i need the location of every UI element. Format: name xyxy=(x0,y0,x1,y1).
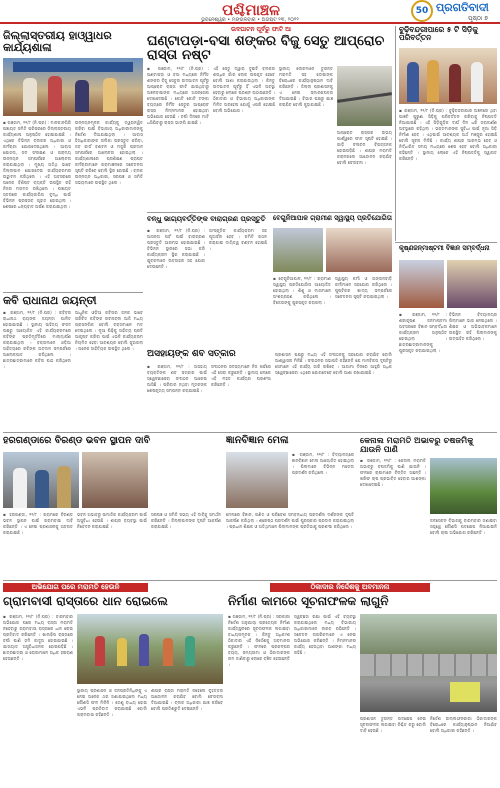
photo-village-road xyxy=(77,614,223,684)
text-village-col3: ଶୀଘ୍ର ରାସ୍ତା ମରାମତି ନହେଲେ ବୃହତ୍ତର ଆନ୍ଦୋଳନ କରାଯିବ ବୋଲି ଚେତାବନୀ ଦିଆଯାଇଛି । ବ୍ଲକ ଅଧିକାରୀ ଯାଞ୍ଚ କରିବେ ବୋଲି ପ୍ରତିଶ୍ରୁତି ଦେଇଛନ୍ତି । xyxy=(151,688,223,711)
column-rule-right xyxy=(395,26,396,241)
photo-mid2-b xyxy=(326,228,392,272)
headline-crematorium: ଅସହାୟଙ୍କ ଶବ ସତ୍କାର xyxy=(147,349,236,359)
text-water-col1: ▪ ଗଞ୍ଜାମ, ୨୨/୮ : କେନାଲ ମରାମତି ଅଭାବରୁ ଚଷଜମିକୁ ପାଣି ଯାଉନି । ଫଳରେ ଚାଷୀମାନେ ଚିନ୍ତିତ ଅଛନ୍ତି । ଖରିଫ ଚାଷ ପ୍ରଭାବିତ ହେବାର ଆଶଙ୍କା ଦେଖାଦେଇଛି । xyxy=(360,458,426,487)
text-mid2-col2: ସ୍ୱାସ୍ଥ୍ୟ କର୍ମୀ ଓ ଅଙ୍ଗନବାଡ଼ି କର୍ମୀମାନେ ସହଯୋଗ କରିଥିଲେ । ପୁଷ୍ଟିକର ଖାଦ୍ୟ ସମ୍ପର୍କରେ ସଚେତନତା ସୃଷ୍ଟି କରାଯାଇଥିଲା । xyxy=(335,276,392,299)
text-science-col2: ମେଳାରେ ବିଜ୍ଞାନ, ଗଣିତ ଓ ପରିବେଶ ସମ୍ବନ୍ଧୀୟ ପ୍ରଦର୍ଶନୀ ଦର୍ଶକଙ୍କ ଦୃଷ୍ଟି ଆକର୍ଷଣ କରିଥିଲା । ଶ୍ରେଷ୍ଠ ପ୍ରଦର୍ଶନ ପାଇଁ ପୁରସ୍କାର ପ୍ରଦାନ କରାଯାଇଥିଲା । ପ୍ରଧାନ ଶିକ୍ଷକ ଓ ଅତିଥିମାନେ ପିଲାମାନଙ୍କ ପ୍ରତିଭାକୁ ପ୍ରଶଂସା କରିଥିଲେ । xyxy=(226,512,354,529)
headline-mid1: ବନ୍ଧୁ ଭାଗ୍ୟବର୍ତ୍ତିଙ୍କ ବାରାଗ୍ରଣ ପ୍ରସ୍ତୁତି xyxy=(147,214,266,223)
photo-workshop xyxy=(3,58,143,116)
headline-right-top: ବୁଢ଼ିବନ୍ଦରୀପାରେ ୫ ଟି ସିଡ଼ିକୁ ପରିବର୍ତ୍ତନ xyxy=(399,25,478,42)
text-village-col1: ▪ ଗଞ୍ଜାମ, ୨୨/୮ (ନି.ପ୍ର) : ବାରମ୍ବାର ଅଭିଯୋଗ ପରେ ମଧ୍ୟ ରାସ୍ତା ମରାମତି ନହେବାରୁ ଗ୍ରାମବାସୀ ରାସ୍ତାରେ ଧାନ ରୋଇ ପ୍ରତିବାଦ କରିଛନ୍ତି । ଖାଲଢିପ ରାସ୍ତାରେ ବର୍ଷା ପାଣି ଜମି କାଦୁଅ ହୋଇଯାଇଛି । ଯାତାୟାତ ଅସୁବିଧାଜନକ ହୋଇପଡ଼ିଛି । ଛାତ୍ରଛାତ୍ରୀ ଓ ରୋଗୀମାନେ ଅଧିକ ହଇରାଣ ହେଉଛନ୍ତି । xyxy=(3,614,73,661)
photo-science xyxy=(226,452,288,508)
rule-poet xyxy=(3,292,143,293)
text-village-col2: ସ୍ଥାନୀୟ ପ୍ରଶାସନ ଓ ଜନପ୍ରତିନିଧିଙ୍କୁ ଏ ନେଇ ଅନେକ ଥର ଜଣାଯାଇଥିଲେ ମଧ୍ୟ କୌଣସି ଫଳ ମିଳିନି । ତେଣୁ ବାଧ୍ୟ ହୋଇ ଏଭଳି ପ୍ରତିବାଦ କରାଯାଇଛି ବୋଲି ଗ୍ରାମବାସୀ କହିଛନ୍ତି । xyxy=(77,688,147,717)
text-poet-col1: ▪ ଗଞ୍ଜାମ, ୨୨/୮ (ନି.ପ୍ର) : କବିବର ରାଧାନାଥ ରାୟଙ୍କ ଜୟନ୍ତୀ ପାଳିତ ହୋଇଯାଇଛି । ସ୍ଥାନୀୟ ସାହିତ୍ୟ ସଂସଦ ପକ୍ଷରୁ ଆୟୋଜିତ ଏହି କାର୍ଯ୍ୟକ୍ରମରେ କବିଙ୍କ ପ୍ରତିମୂର୍ତ୍ତିରେ ମାଲ୍ୟାର୍ପଣ କରାଯାଇଥିଲା । ବକ୍ତାମାନେ ଓଡ଼ିଆ ସାହିତ୍ୟରେ କବିଙ୍କ ଅବଦାନ ସମ୍ପର୍କରେ ଆଲୋକପାତ କରିଥିଲେ । ଛାତ୍ରଛାତ୍ରୀମାନେ କବିତା ପାଠ କରିଥିଲେ । xyxy=(3,310,71,369)
rule-bottom xyxy=(3,580,497,581)
text-board-col2: ସ୍ୱଚ୍ଛତା ରକ୍ଷା ପାଇଁ ଏହି ବ୍ୟବସ୍ଥା କରାଯାଇଥିଲେ ମଧ୍ୟ ବିଭାଗୀୟ ଅଧିକାରୀମାନେ ନୀରବ ରହିଛନ୍ତି । ସଚେତନ ନାଗରିକମାନେ ଏ ନେଇ ଅଭିଯୋଗ କରିଛନ୍ତି । ନିମ୍ନମାନର କାର୍ଯ୍ୟ ହେଉଥିବା ଆଶଙ୍କା ମଧ୍ୟ ରହିଛି । xyxy=(294,614,356,655)
text-crematorium-col3: ପ୍ରଶାସନ ପକ୍ଷରୁ ମଧ୍ୟ ଏହି ସଂଗଠନକୁ ସହଯୋଗ କରାଯିବ ବୋଲି ଆଶ୍ୱାସନା ମିଳିଛି । ସଂଗଠନର ସଭାପତି କହିଛନ୍ତି ଯେ ମାନବିକତା ଦୃଷ୍ଟିରୁ ସେମାନେ ଏହି କାର୍ଯ୍ୟ ଜାରି ରଖିବେ । ଆଗାମୀ ଦିନରେ ଆହୁରି ଅଧିକ ସ୍ୱେଚ୍ଛାସେବୀ ଏଥିରେ ଯୋଗଦେବେ ବୋଲି ଆଶା ରଖାଯାଇଛି । xyxy=(275,352,392,375)
photo-construction xyxy=(360,614,497,712)
headline-water: କେନାଲ ମରାମତି ଅଭାବରୁ ଚଷଜମିକୁ ଯାଉନି ପାଣି xyxy=(360,435,474,454)
rule-lower xyxy=(3,432,497,433)
photo-krishna-b xyxy=(447,260,497,308)
headline-bridge: ଘଣ୍ଟାପଡ଼ା-ବସା ଶଙ୍କର ବିଜୁ ସେତୁ ଆପ୍ରୋଚ ରାସ୍ତା ନଷ୍ଟ xyxy=(147,33,385,64)
page-section-title: ପଶ୍ଚିମାଞ୍ଚଳ xyxy=(222,1,280,19)
headline-board: ନିର୍ମାଣ କାମରେ ସୂଚନାଫଳକ ଲାଗୁନି xyxy=(228,594,389,608)
photo-haraghati-a xyxy=(3,452,79,508)
dateline: ଭୁବନେଶ୍ୱର • ମଙ୍ଗଳବାର • ଅଗଷ୍ଟ ୨୩, ୨୦୨୨ xyxy=(201,17,299,23)
rule-krishna xyxy=(395,242,497,243)
headline-mid2: ବେଗୁନିଆପାଳ ଗ୍ରାମୀଣ ସ୍ୱାସ୍ଥ୍ୟ ପ୍ରତିଯୋଗିତା xyxy=(273,214,393,222)
headline-village: ଗ୍ରାମବାସୀ ରାସ୍ତାରେ ଧାନ ରୋଇଲେ xyxy=(3,594,168,608)
text-haraghati-col2: ଭବନ ଅଭାବରୁ ସାମାଜିକ କାର୍ଯ୍ୟକ୍ରମ ପାଇଁ ଅସୁବିଧା ହେଉଛି । ଶୀଘ୍ର ବ୍ୟବସ୍ଥା ପାଇଁ ନିବେଦନ କରାଯାଇଛି । xyxy=(77,512,147,529)
headline-haraghati: ହରଗଣ୍ଡାରେ ବିରଣ୍ଡ ଭବନ ସ୍ଥାପନ ଦାବି xyxy=(3,435,151,446)
text-library-col1: ▪ ଗଞ୍ଜାମ, ୨୨/୮ (ନି.ପ୍ର) : ମାଳକାନଗିରି ପଞ୍ଚାୟତ ସମିତି ପରିସରରେ ଜିଲ୍ଲାସ୍ତରୀୟ କାର୍ଯ୍ୟଶାଳା ଅନୁଷ୍ଠିତ ହୋଇଯାଇଛି । ଏଥିରେ ବିଭିନ୍ନ ବ୍ଲକର ଅଧିକାରୀ ଓ କର୍ମଚାରୀ ଯୋଗଦେଇଥିଲେ । ଆବାସ ଯୋଜନା, ଜଳ ସଂରକ୍ଷଣ ଓ ଗ୍ରାମ୍ୟ ଉନ୍ନୟନ ସମ୍ପର୍କରେ ଆଲୋଚନା କରାଯାଇଥିଲା । ମୁଖ୍ୟ ଅତିଥି ଭାବେ ଜିଲ୍ଲାପାଳ ଯୋଗଦେଇ କାର୍ଯ୍ୟକ୍ରମର ଉଦ୍ଘାଟନ କରିଥିଲେ । ଏହି ଅବସରରେ ଅନେକ ବିଶିଷ୍ଟ ବ୍ୟକ୍ତି ଉପସ୍ଥିତ ରହି ନିଜର ମତାମତ ରଖିଥିଲେ । ପଞ୍ଚାୟତ ସ୍ତରରେ କାର୍ଯ୍ୟକାରିତା ବୃଦ୍ଧି ପାଇଁ ବିଭିନ୍ନ ପ୍ରସ୍ତାବ ଗୃହୀତ ହୋଇଥିଲା । ଶେଷରେ ଧନ୍ୟବାଦ ଅର୍ପଣ କରାଯାଇଥିଲା । xyxy=(3,120,71,209)
text-krishna-col1: ▪ ଗଞ୍ଜାମ, ୨୨/୮ : ଶ୍ରୀକୃଷ୍ଣ ଜନ୍ମାଷ୍ଟମୀ ଅବସରରେ ବିଜ୍ଞାନ ସମ୍ବର୍ଦ୍ଧନା କାର୍ଯ୍ୟକ୍ରମ ଅନୁଷ୍ଠିତ ହୋଇଥିଲା । ଛାତ୍ରଛାତ୍ରୀମାନଙ୍କୁ ପୁରସ୍କୃତ କରାଯାଇଥିଲା । xyxy=(399,312,447,353)
newspaper-logo: ପ୍ରଗତିବାଦୀ xyxy=(436,1,489,14)
headline-poet: କବି ରାଧାନାଥ ଜୟନ୍ତୀ xyxy=(3,294,97,307)
text-haraghati-col1: ▪ ହରଗଣ୍ଡା, ୨୨/୮ : ଗ୍ରାମରେ ବିରଣ୍ଡ ଭବନ ସ୍ଥାପନ ପାଇଁ ଗ୍ରାମବାସୀ ଦାବି କରିଛନ୍ତି । ଏ ନେଇ ପ୍ରଶାସନକୁ ଅବଗତ କରାଯାଇଛି । xyxy=(3,512,73,535)
headline-library-workshop: ଜିଲ୍ଲାସ୍ତରୀୟ ହାଓ୍ୱାଧର କାର୍ଯ୍ୟଶାଳା xyxy=(3,29,112,54)
photo-mid2-a xyxy=(273,228,323,272)
text-board-col4: ନିର୍ଦ୍ଦେଶ ଉଲ୍ଲଙ୍ଘନକାରୀ ଠିକାଦାରଙ୍କ ବିରୋଧରେ କାର୍ଯ୍ୟାନୁଷ୍ଠାନ ନିଆଯିବ ବୋଲି ଅଧିକାରୀ କହିଛନ୍ତି । xyxy=(430,716,497,733)
text-bridge-col3: ସ୍ଥାନୀୟ ଲୋକମାନେ ତୁରନ୍ତ ମରାମତି ସହ ଦୋଷୀଙ୍କ ବିରୋଧରେ କାର୍ଯ୍ୟାନୁଷ୍ଠାନ ଦାବି କରିଛନ୍ତି । ଜିଲ୍ଲା ପ୍ରଶାସନକୁ ଏ ନେଇ ସ୍ମାରକପତ୍ର ଦିଆଯାଇଛି । ବିଭାଗ ପକ୍ଷରୁ ଯାଞ୍ଚ କରାଯିବ ବୋଲି କୁହାଯାଇଛି । xyxy=(279,66,333,107)
text-poet-col2: ଆଧୁନିକ ଓଡ଼ିଆ କବିତାର ଜନକ ଭାବେ ପରିଚିତ କବିଙ୍କ ରଚନାବଳୀ ଆଜି ମଧ୍ୟ ପ୍ରାସଙ୍ଗିକ ବୋଲି ବକ୍ତାମାନେ ମତ ଦେଇଥିଲେ । ନୂଆ ପିଢ଼ିକୁ ସାହିତ୍ୟ ପ୍ରତି ଆକୃଷ୍ଟ କରିବା ପାଇଁ ଏଭଳି କାର୍ଯ୍ୟକ୍ରମ ନିୟମିତ ହେବା ଆବଶ୍ୟକ ବୋଲି କୁହାଗଲା । ଅନେକ ସାହିତ୍ୟିକ ଉପସ୍ଥିତ ଥିଲେ । xyxy=(75,310,143,351)
anniversary-badge: 50 xyxy=(411,0,433,22)
photo-right-top xyxy=(399,48,497,104)
text-mid2-col1: ▪ ବେଗୁନିଆପାଳ, ୨୨/୮ : ଗ୍ରାମୀଣ ସ୍ୱାସ୍ଥ୍ୟ ପ୍ରତିଯୋଗିତା ଆୟୋଜିତ ହୋଇଥିଲା । ଶିଶୁ ଓ ମାତାମାନେ ଅଂଶଗ୍ରହଣ କରିଥିଲେ । ବିଜେତାଙ୍କୁ ପୁରସ୍କୃତ କରାଗଲା । xyxy=(273,276,331,305)
text-haraghati-col3: ସରପଞ୍ଚ ଓ ସମିତି ସଭ୍ୟ ଏହି ଦାବିକୁ ସମର୍ଥନ କରିଛନ୍ତି । ଜିଲ୍ଲାପାଳଙ୍କ ଦୃଷ୍ଟି ଆକର୍ଷଣ କରାଯାଇଛି । xyxy=(151,512,221,529)
page-number: ପୃଷ୍ଠା ୭ xyxy=(468,15,488,22)
text-board-col1: ▪ ଗଞ୍ଜାମ, ୨୨/୮ (ନି.ପ୍ର) : ସରକାରୀ ନିର୍ଦ୍ଦେଶ ଅନୁଯାୟୀ ପ୍ରତ୍ୟେକ ନିର୍ମାଣ କାର୍ଯ୍ୟସ୍ଥଳରେ ସୂଚନାଫଳକ ଲଗାଇବା ବାଧ୍ୟତାମୂଳକ । କିନ୍ତୁ ଅଧିକାଂଶ ଠିକାଦାର ଏହି ନିର୍ଦ୍ଦେଶକୁ ଅବମାନନା କରୁଛନ୍ତି । ଫଳରେ ପ୍ରକଳ୍ପର ବ୍ୟୟ, ସମୟସୀମା ଓ ଠିକାଦାରଙ୍କ ନାମ ଜାଣିବାରୁ ଲୋକେ ବଞ୍ଚିତ ହେଉଛନ୍ତି । xyxy=(228,614,290,667)
text-board-col3: ପ୍ରଶାସନ ତୁରନ୍ତ ପଦକ୍ଷେପ ନେଇ ସୂଚନାଫଳକ ଲଗାଇବା ନିଶ୍ଚିତ କରୁ ବୋଲି ଦାବି ହେଉଛି । xyxy=(360,716,426,733)
rule-mid-1 xyxy=(147,212,392,213)
text-bridge-col1: ▪ ଗଞ୍ଜାମ, ୨୨/୮ (ନି.ପ୍ର) : ଘଣ୍ଟାପଡ଼ା ଓ ବସା ମଧ୍ୟରେ ନିର୍ମିତ ଶଙ୍କର ବିଜୁ ସେତୁର ଉଦଘାଟନ ପୂର୍ବରୁ ଆପ୍ରୋଚ ରାସ୍ତା ଫାଟି ଯାଇଥିବାରୁ ଅଞ୍ଚଳବାସୀଙ୍କ ମଧ୍ୟରେ ଅସନ୍ତୋଷ ଦେଖାଦେଇଛି । କୋଟି କୋଟି ଟଙ୍କା ବ୍ୟୟରେ ନିର୍ମିତ ସେତୁର ଆପ୍ରୋଚ ରାସ୍ତା ନିମ୍ନମାନର ହୋଇଥିବା ଅଭିଯୋଗ ହେଉଛି । ବର୍ଷା ଦିନରେ ମାଟି ଧସିଯିବାରୁ ରାସ୍ତା ଭାଙ୍ଗି ଯାଇଛି । xyxy=(147,66,209,125)
text-bridge-col4: ଆପ୍ରୋଚ ରାସ୍ତାର ଉଭୟ ପାର୍ଶ୍ୱରେ ଫାଟ ସୃଷ୍ଟି ହୋଇଛି । ଗାଡ଼ି ଚଳାଚଳ ବିପଜ୍ଜନକ ହୋଇପଡ଼ିଛି । ଶୀଘ୍ର ମରାମତି କରାନଗଲେ ଆନ୍ଦୋଳନ କରାଯିବ ବୋଲି ଚେତାବନୀ । xyxy=(337,130,392,165)
kicker-bridge: ଉଦଘାଟନ ପୂର୍ବରୁ ଫାଟି ଆ xyxy=(231,26,291,33)
text-science-col1: ▪ ଗଞ୍ଜାମ, ୨୨/୮ : ବିଦ୍ୟାଳୟରେ ଜ୍ଞାନବିଜ୍ଞାନ ମେଳା ଆୟୋଜିତ ହୋଇଥିଲା । ପିଲାମାନେ ବିଭିନ୍ନ ମଡେଲ ପ୍ରଦର୍ଶନ କରିଥିଲେ । xyxy=(292,452,354,475)
photo-canal xyxy=(430,458,497,514)
text-mid1-col1: ▪ ଗଞ୍ଜାମ, ୨୨/୮ (ନି.ପ୍ର) : ଆସନ୍ତା ପର୍ବ ପାଇଁ ବାରାଗ୍ରଣ ପ୍ରସ୍ତୁତି ଆରମ୍ଭ ହୋଇଯାଇଛି । ବିଭିନ୍ନ ସ୍ଥାନରେ ସଭା କରି କାର୍ଯ୍ୟକ୍ରମ ସ୍ଥିର କରାଯାଇଛି । ଯୁବକମାନେ ଉତ୍ସାହର ସହ ଯୋଗ ଦେଉଛନ୍ତି । xyxy=(147,228,205,269)
text-right-top: ▪ ଗଞ୍ଜାମ, ୨୨/୮ (ନି.ପ୍ର) : ବୁଢ଼ିବନ୍ଦରୀପାର ଅଞ୍ଚଳରେ ଥିବା ପାଞ୍ଚଟି ପୁରୁଣା ସିଡ଼ିକୁ ପରିବର୍ତ୍ତନ କରିବାକୁ ନିଷ୍ପତ୍ତି ନିଆଯାଇଛି । ଏହି ସିଡ଼ିଗୁଡ଼ିକ ଦୀର୍ଘ ଦିନ ଧରି ଜରାଜୀର୍ଣ୍ଣ ଅବସ୍ଥାରେ ରହିଥିଲା । ଭକ୍ତମାନଙ୍କ ସୁବିଧା ପାଇଁ ନୂଆ ସିଡ଼ି ନିର୍ମାଣ ହେବ । ଏଥିପାଇଁ ଆବଶ୍ୟକ ଅର୍ଥ ମଞ୍ଜୁର ହୋଇଛି ବୋଲି ସୂଚନା ମିଳିଛି । କାର୍ଯ୍ୟ ଶୀଘ୍ର ଆରମ୍ଭ ହେବ ଓ ନିର୍ଦ୍ଧାରିତ ସମୟ ମଧ୍ୟରେ ଶେଷ ହେବ ବୋଲି ଅଧିକାରୀ କହିଛନ୍ତି । ସ୍ଥାନୀୟ ଲୋକେ ଏହି ନିଷ୍ପତ୍ତିକୁ ସ୍ୱାଗତ କରିଛନ୍ତି । xyxy=(399,108,497,161)
photo-krishna-a xyxy=(399,260,444,308)
text-crematorium-col2: ସଂଗଠନର ସଦସ୍ୟମାନେ ନିଜ ଖର୍ଚ୍ଚରେ ଏହି ସେବା କରୁଛନ୍ତି । ସ୍ଥାନୀୟ ଲୋକେ ଏହି ମହତ କାର୍ଯ୍ୟର ପ୍ରଶଂସା କରିଛନ୍ତି । xyxy=(211,364,271,387)
text-water-col2: ଜଳସେଚନ ବିଭାଗକୁ ବାରମ୍ବାର ଜଣାଇବା ସତ୍ତ୍ୱେ କୌଣସି ପଦକ୍ଷେପ ନିଆଯାଇନି ବୋଲି ଚାଷୀ ଅଭିଯୋଗ କରିଛନ୍ତି । xyxy=(430,518,497,535)
text-library-col2: ଉନ୍ନୟନମୂଳକ କାର୍ଯ୍ୟକୁ ତ୍ୱରାନ୍ୱିତ କରିବା ପାଇଁ ବିଭାଗୀୟ ଅଧିକାରୀମାନଙ୍କୁ ନିର୍ଦ୍ଦେଶ ଦିଆଯାଇଥିଲା । ଆବାସ ହିତାଧିକାରୀଙ୍କ ତାଲିକା ପ୍ରସ୍ତୁତ କରିବା, ଜବ କାର୍ଡ ବଣ୍ଟନ ଓ ମଜୁରି ପ୍ରଦାନ ସମ୍ପର୍କରେ ଆଲୋଚନା ହୋଇଥିଲା । କାର୍ଯ୍ୟଶାଳାରେ ପ୍ରଶିକ୍ଷଣ ପ୍ରାପ୍ତ କର୍ମଚାରୀମାନେ ଗ୍ରାମାଞ୍ଚଳରେ ସଚେତନତା ସୃଷ୍ଟି କରିବେ ବୋଲି ସ୍ଥିର ହୋଇଛି । ବ୍ଲକ ଉନ୍ନୟନ ଅଧିକାରୀ, ସରପଞ୍ଚ ଓ ସମିତି ସଭ୍ୟମାନେ ଉପସ୍ଥିତ ଥିଲେ । xyxy=(75,120,143,185)
text-crematorium-col1: ▪ ଗଞ୍ଜାମ, ୨୨/୮ : ଅସହାୟ ବ୍ୟକ୍ତିଙ୍କ ଶବ ସତ୍କାର ପାଇଁ ସ୍ୱେଚ୍ଛାସେବୀ ସଂଗଠନ ଆଗେଇ ଆସିଛି । ପରିବାର ନଥିବା ମୃତକଙ୍କ ଶେଷକୃତ୍ୟ ସମ୍ପନ୍ନ କରାଯାଇଛି । xyxy=(147,364,207,393)
kicker-village: ଅଭିଯୋଗ ପରେ ମରାମତି ହେଉନି xyxy=(3,583,148,592)
text-bridge-col2: ଏହି ସେତୁ ଦ୍ୱାରା ଦୁଇଟି ବ୍ଲକର ଶତାଧିକ ଗାଁର ଲୋକ ଉପକୃତ ହେବେ ବୋଲି ଆଶା କରାଯାଉଥିଲା । କିନ୍ତୁ ଉଦଘାଟନ ପୂର୍ବରୁ ହିଁ ଏଭଳି ଅବସ୍ଥା ହେବାରୁ ଲୋକେ ପ୍ରଶ୍ନ ଉଠାଉଛନ୍ତି । ଠିକାଦାର ଓ ବିଭାଗୀୟ ଅଧିକାରୀଙ୍କ ମିଳିତ ଅବହେଳା ଯୋଗୁଁ ଏପରି ହୋଇଛି ବୋଲି ଅଭିଯୋଗ । xyxy=(213,66,275,113)
photo-bridge-road xyxy=(337,66,392,126)
text-krishna-col2: ବିଭିନ୍ନ ବିଦ୍ୟାଳୟର ପିଲାମାନେ ଭାଗ ନେଇଥିଲେ । ଶିକ୍ଷକ ଓ ଅଭିଭାବକମାନେ ଉପସ୍ଥିତ ରହି ପିଲାମାନଙ୍କୁ ଉତ୍ସାହିତ କରିଥିଲେ । xyxy=(449,312,497,341)
headline-science: ଜ୍ଞାନବିଜ୍ଞାନ ମେଳା xyxy=(226,435,289,446)
text-mid1-col2: ସାଂସ୍କୃତିକ କାର୍ଯ୍ୟକ୍ରମ ସହ ପୂଜାର୍ଚ୍ଚନା ହେବ । କମିଟି ଗଠନ କରାଯାଇ ଦାୟିତ୍ୱ ବଣ୍ଟନ ହୋଇଛି । xyxy=(209,228,267,251)
photo-haraghati-b xyxy=(82,452,148,508)
kicker-board: ଠିକାଦାର ନିର୍ଦ୍ଦେଶକୁ ଅବମାନନା xyxy=(270,583,430,592)
headline-krishna: କୃଷ୍ଣଜନ୍ମାଷ୍ଟମୀ ବିଜ୍ଞାନ ସମ୍ବର୍ଦ୍ଧନା xyxy=(399,244,490,252)
